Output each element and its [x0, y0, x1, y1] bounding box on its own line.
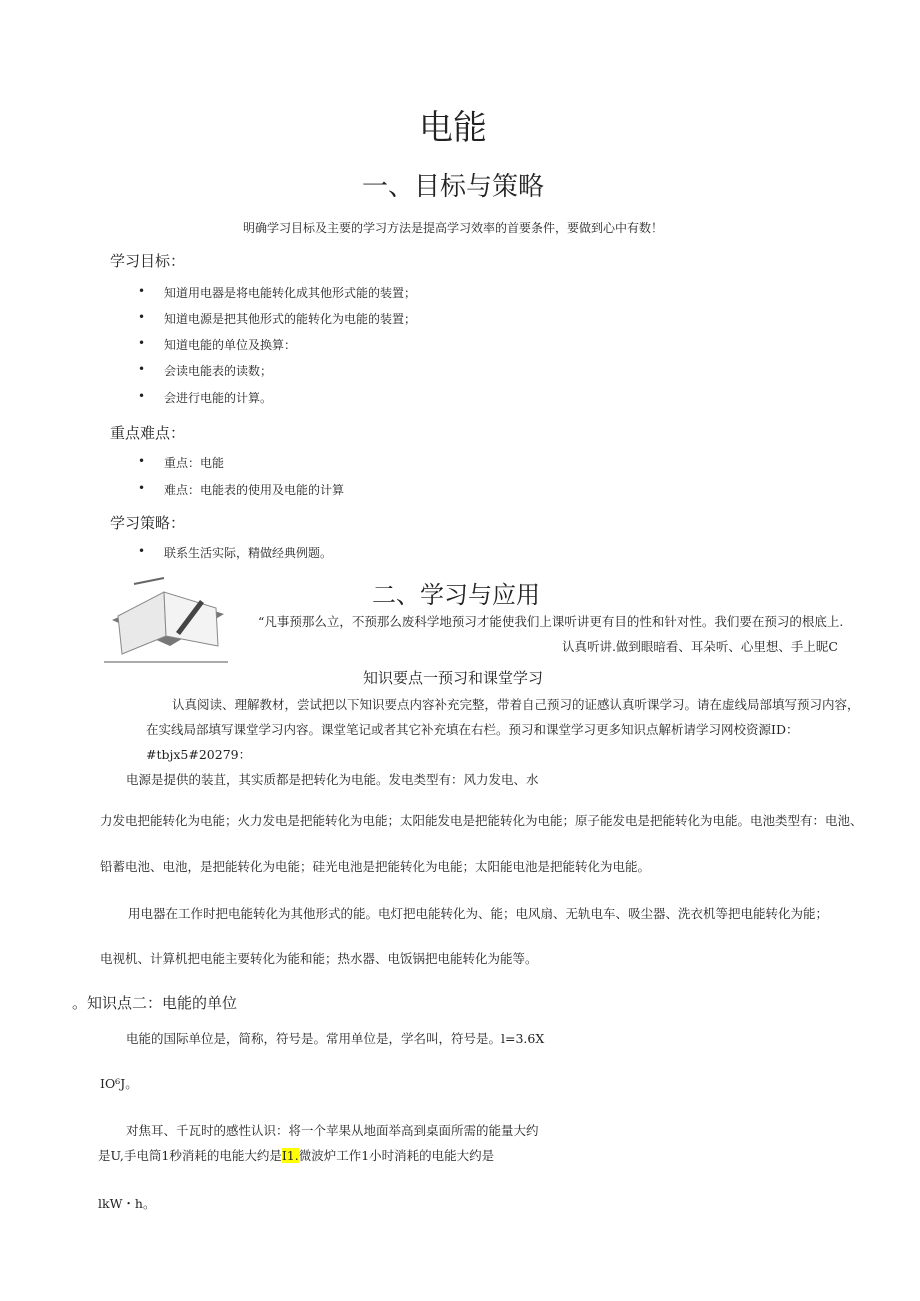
paragraph-line: 电视机、计算机把电能主要转化为能和能；热水器、电饭锅把电能转化为能等。	[100, 951, 538, 966]
goal-item: • 知道电能的单位及换算：	[138, 336, 297, 352]
section2-heading: 二、学习与应用	[372, 581, 540, 609]
document-title: 电能	[419, 108, 487, 148]
paragraph-line: 对焦耳、千瓦时的感性认识：将一个苹果从地面举高到桌面所需的能量大约	[126, 1123, 539, 1138]
quote-line: 认真听讲.做到眼暗看、耳朵听、心里想、手上昵C	[561, 639, 838, 654]
goal-item: • 会读电能表的读数；	[138, 362, 273, 378]
paragraph-line: 在实线局部填写课堂学习内容。课堂笔记或者其它补充填在右栏。预习和课堂学习更多知识点解析请学习网校资源ID：	[146, 722, 799, 737]
paragraph-line: 力发电把能转化为电能；火力发电是把能转化为电能；太阳能发电是把能转化为电能；原子能发电是把能转化为电能。电池类型有：电池、	[100, 813, 863, 828]
bullet-icon: •	[138, 481, 146, 495]
key-item: • 难点：电能表的使用及电能的计算	[138, 481, 345, 497]
bullet-icon: •	[138, 284, 146, 298]
paragraph-line: #tbjx5#20279：	[146, 747, 252, 762]
quote-line: “凡事预那么立，不预那么废科学地预习才能使我们上课听讲更有目的性和针对性。我们要在预习的根底上.	[258, 614, 844, 629]
bullet-icon: •	[138, 336, 146, 350]
strategy-item: • 联系生活实际，精做经典例题。	[138, 544, 333, 560]
goal-item: • 知道用电器是将电能转化成其他形式能的装置；	[138, 284, 417, 300]
bullet-icon: •	[138, 454, 146, 468]
bullet-icon: •	[138, 310, 146, 324]
knowledge-point-1-title: 知识要点一预习和课堂学习	[362, 669, 543, 687]
paragraph-line: 用电器在工作时把电能转化为其他形式的能。电灯把电能转化为、能；电风扇、无轨电车、吸尘器、洗衣机等把电能转化为能；	[128, 906, 829, 921]
key-item: • 重点：电能	[138, 454, 225, 470]
paragraph-line: 电源是提供的装苴，其实质都是把转化为电能。发电类型有：风力发电、水	[126, 772, 539, 787]
paragraph-line: 认真阅读、理解教材，尝试把以下知识要点内容补充完整，带着自己预习的证感认真听课学习。请在虚线局部填写预习内容，	[172, 697, 860, 712]
goal-item: • 知道电源是把其他形式的能转化为电能的装置；	[138, 310, 417, 326]
knowledge-point-2-title: 。知识点二：电能的单位	[72, 994, 238, 1012]
key-label: 重点难点：	[110, 424, 186, 442]
bullet-icon: •	[138, 362, 146, 376]
goals-label: 学习目标：	[110, 252, 186, 270]
paragraph-line: 是U,手电筒1秒消耗的电能大约是I1.微波炉工作1小时消耗的电能大约是	[98, 1148, 495, 1163]
bullet-icon: •	[138, 544, 146, 558]
paragraph-line: 电能的国际单位是，简称，符号是。常用单位是，学名叫，符号是。l=3.6X	[126, 1031, 545, 1046]
bullet-icon: •	[138, 389, 146, 403]
strategy-label: 学习策略：	[110, 514, 186, 532]
paragraph-line: lkW・h。	[98, 1196, 156, 1211]
goal-item: • 会进行电能的计算。	[138, 389, 273, 405]
section1-intro: 明确学习目标及主要的学习方法是提高学习效率的首要条件，要做到心中有数！	[242, 221, 663, 235]
paragraph-line: 铅蓄电池、电池，是把能转化为电能；硅光电池是把能转化为电能；太阳能电池是把能转化为电能。	[100, 859, 651, 874]
highlighted-text: I1.	[281, 1148, 299, 1163]
paragraph-line: IO⁶J。	[100, 1076, 138, 1091]
section1-heading: 一、目标与策略	[361, 172, 544, 202]
open-book-icon	[104, 570, 230, 666]
